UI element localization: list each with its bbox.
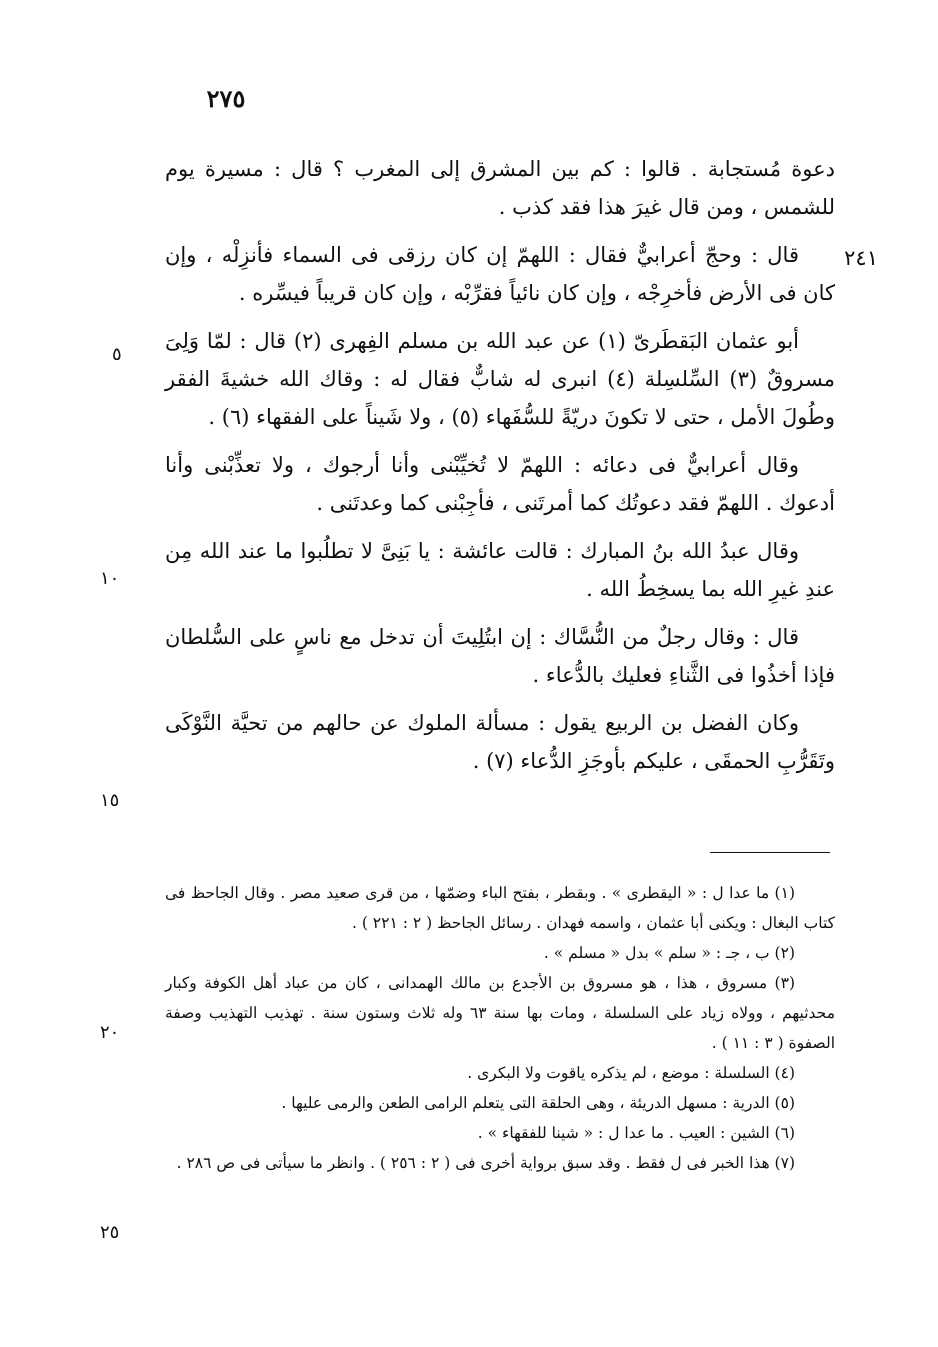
footnote-5: (٥) الدرية : مسهل الدريئة ، وهى الحلقة التى يتعلم الرامى الطعن والرمى عليها . xyxy=(281,1094,795,1112)
footnote-7: (٧) هذا الخبر فى ل فقط . وقد سبق برواية أخرى فى ( ٢ : ٢٥٦ ) . وانظر ما سيأتى فى ص ٢٨٦ . xyxy=(176,1154,795,1172)
footnote-4: (٤) السلسلة : موضع ، لم يذكره ياقوت ولا البكرى . xyxy=(467,1064,795,1082)
line-marker-5: ٥ xyxy=(112,344,122,365)
paragraph-3: أبو عثمان البَقطَرىّ (١) عن عبد الله بن مسلم الفِهرى (٢) قال : لمّا وَلِىَ مسروقٌ (٣) السِّلسِلة (٤) انبرى له شابٌّ فقال له : وقاك الله خشيةَ الفقر وطُولَ الأمل ، حتى لا تكونَ دريّةً للسُّفَهاء (٥) ، ولا شَيناً على الفقهاء (٦) . xyxy=(165,329,835,429)
footnote-1: (١) ما عدا ل : « اليقطرى » . وبقطر ، بفتح الباء وضمّها ، من قرى صعيد مصر . وقال الجاحظ فى كتاب البغال : ويكنى أبا عثمان ، واسمه فهدان . رسائل الجاحظ ( ٢ : ٢٢١ ) . xyxy=(165,884,835,932)
page-number: ٢٧٥ xyxy=(206,84,246,113)
paragraph-7: وكان الفضل بن الربيع يقول : مسألة الملوك عن حالهم من تحيَّة النَّوْكَى وتَقَرُّبِ الحمقَى ، عليكم بأوجَزِ الدُّعاء (٧) . xyxy=(165,711,835,773)
paragraph-6: قال : وقال رجلٌ من النُّسَّاك : إن ابتُلِيتَ أن تدخل مع ناسٍ على السُّلطان فإذا أخذُوا فى الثَّناءِ فعليك بالدُّعاء . xyxy=(165,625,835,687)
footnotes xyxy=(165,878,835,1178)
paragraph-2: قال : وحجّ أعرابيٌّ فقال : اللهمّ إن كان رزقى فى السماء فأنزِلْه ، وإن كان فى الأرض فأخرِجْه ، وإن كان نائياً فقرِّبْه ، وإن كان قريباً فيسِّره . xyxy=(165,243,835,305)
line-marker-10: ١٠ xyxy=(100,568,120,589)
main-text xyxy=(165,150,835,790)
paragraph-4: وقال أعرابيٌّ فى دعائه : اللهمّ لا تُخيِّبْنى وأنا أرجوك ، ولا تعذِّبْنى وأنا أدعوك . اللهمّ فقد دعوتُك كما أمرتَنى ، فأجِبْنى كما وعدتَنى . xyxy=(165,453,835,515)
line-marker-15: ١٥ xyxy=(100,790,120,811)
line-marker-20: ٢٠ xyxy=(100,1022,120,1043)
footnote-6: (٦) الشين : العيب . ما عدا ل : « شينا للفقهاء » . xyxy=(477,1124,795,1142)
paragraph-5: وقال عبدُ الله بنُ المبارك : قالت عائشة : يا بَنِىَّ لا تطلُبوا ما عند الله مِن عندِ غيرِ الله بما يسخِطُ الله . xyxy=(165,539,835,601)
paragraph-1: دعوة مُستجابة . قالوا : كم بين المشرق إلى المغرب ؟ قال : مسيرة يوم للشمس ، ومن قال غيرَ هذا فقد كذب . xyxy=(165,157,835,219)
footnote-3: (٣) مسروق ، هذا ، هو مسروق بن الأجدع بن مالك الهمدانى ، كان من عباد أهل الكوفة وكبار محدثيهم ، وولاه زياد على السلسلة ، ومات بها سنة ٦٣ وله ثلاث وستون سنة . تهذيب التهذيب وصفة الصفوة ( ٣ : ١١ ) . xyxy=(165,974,835,1052)
line-marker-25: ٢٥ xyxy=(100,1222,120,1243)
section-number: ٢٤١ xyxy=(844,246,878,270)
footnote-divider xyxy=(710,852,830,853)
footnote-2: (٢) ب ، جـ : « سلم » بدل « مسلم » . xyxy=(543,944,795,962)
